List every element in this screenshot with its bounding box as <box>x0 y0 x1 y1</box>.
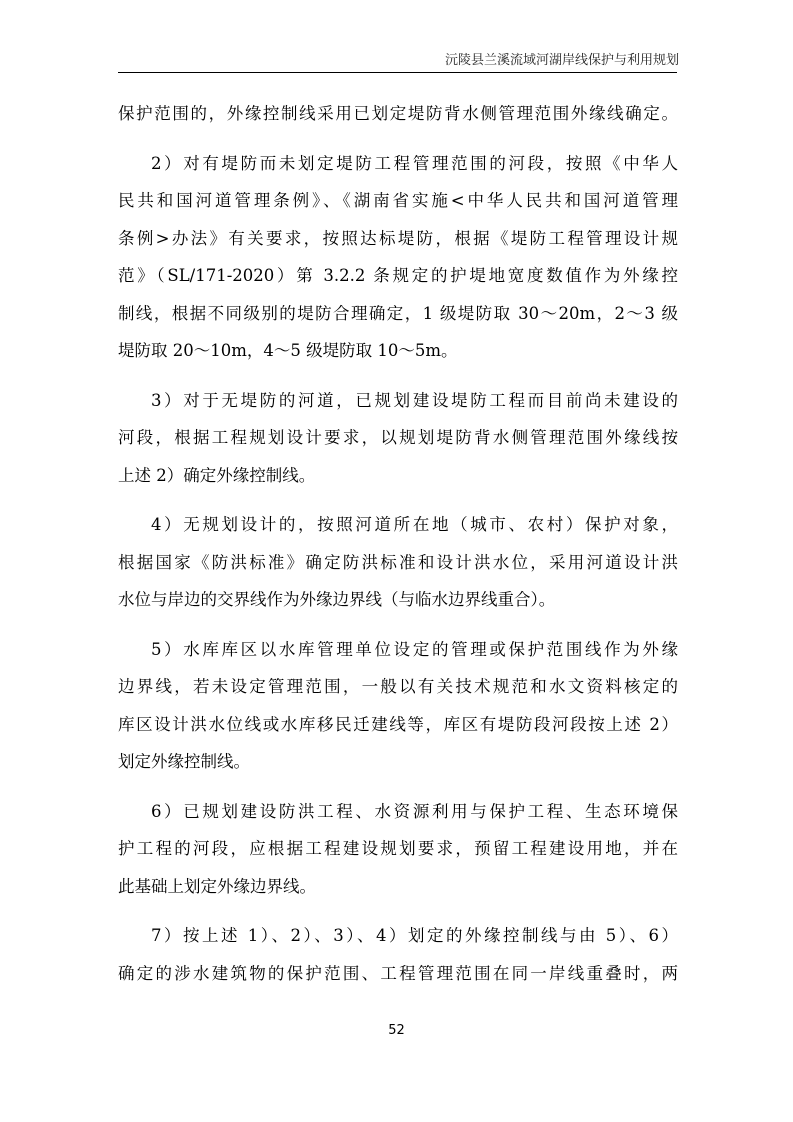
paragraph-5-line-3: 库区设计洪水位线或水库移民迁建线等，库区有堤防段河段按上述 2） <box>118 714 678 734</box>
paragraph-7-line-2: 确定的涉水建筑物的保护范围、工程管理范围在同一岸线重叠时，两 <box>118 963 678 983</box>
paragraph-3-line-3: 上述 2）确定外缘控制线。 <box>118 465 316 485</box>
header-rule <box>118 72 677 73</box>
paragraph-2-line-6: 堤防取 20～10m，4～5 级堤防取 10～5m。 <box>118 341 458 360</box>
paragraph-4-line-3: 水位与岸边的交界线作为外缘边界线（与临水边界线重合）。 <box>118 590 556 609</box>
header-title: 沅陵县兰溪流域河湖岸线保护与利用规划 <box>444 53 679 68</box>
paragraph-2-line-5: 制线，根据不同级别的堤防合理确定，1 级堤防取 30～20m，2～3 级 <box>118 303 678 323</box>
body-text <box>118 95 678 992</box>
paragraph-2-line-2: 民共和国河道管理条例》、《湖南省实施<中华人民共和国河道管理 <box>118 191 678 210</box>
page-number: 52 <box>388 1023 405 1038</box>
paragraph-1-line-1: 保护范围的，外缘控制线采用已划定堤防背水侧管理范围外缘线确定。 <box>118 104 678 123</box>
paragraph-5-line-2: 边界线，若未设定管理范围，一般以有关技术规范和水文资料核定的 <box>118 677 678 696</box>
paragraph-2-line-3: 条例>办法》有关要求，按照达标堤防，根据《堤防工程管理设计规 <box>118 228 678 248</box>
paragraph-2-line-1: 2）对有堤防而未划定堤防工程管理范围的河段，按照《中华人 <box>151 153 678 173</box>
paragraph-5-line-4: 划定外缘控制线。 <box>118 752 250 771</box>
paragraph-5-line-1: 5）水库库区以水库管理单位设定的管理或保护范围线作为外缘 <box>151 639 678 659</box>
paragraph-2-line-4: 范》（SL/171-2020）第 3.2.2 条规定的护堤地宽度数值作为外缘控 <box>118 266 678 285</box>
paragraph-6-line-3: 此基础上划定外缘边界线。 <box>118 876 316 896</box>
paragraph-6-line-2: 护工程的河段，应根据工程建设规划要求，预留工程建设用地，并在 <box>118 839 678 858</box>
paragraph-4-line-2: 根据国家《防洪标准》确定防洪标准和设计洪水位，采用河道设计洪 <box>118 552 678 572</box>
paragraph-7-line-1: 7）按上述 1）、2）、3）、4）划定的外缘控制线与由 5）、6） <box>151 926 678 945</box>
paragraph-3-line-1: 3）对于无堤防的河道，已规划建设堤防工程而目前尚未建设的 <box>151 390 678 410</box>
paragraph-4-line-1: 4）无规划设计的，按照河道所在地（城市、农村）保护对象， <box>151 515 678 534</box>
paragraph-3-line-2: 河段，根据工程规划设计要求，以规划堤防背水侧管理范围外缘线按 <box>118 428 678 447</box>
paragraph-6-line-1: 6）已规划建设防洪工程、水资源利用与保护工程、生态环境保 <box>151 801 678 821</box>
